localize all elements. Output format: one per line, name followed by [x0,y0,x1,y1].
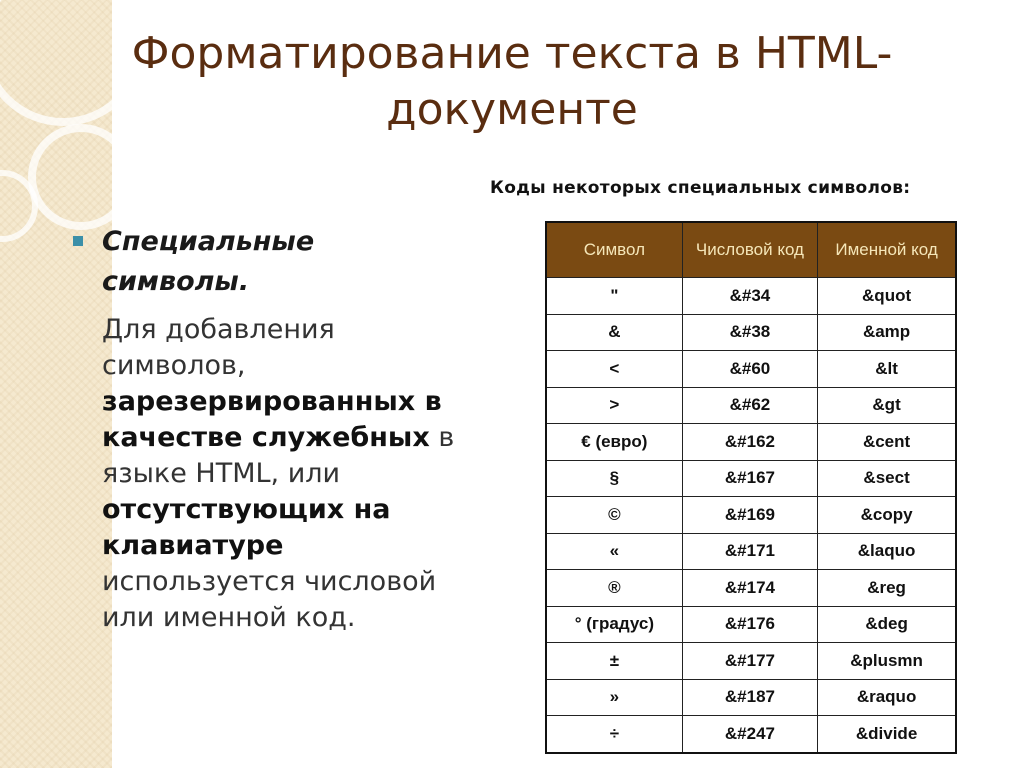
cell-numeric-code: &#187 [682,679,817,716]
decorative-ring-icon [0,0,112,126]
table-row [546,606,956,643]
table-row [546,533,956,570]
table-row [546,424,956,461]
header-named-code: Именной код [818,222,956,278]
cell-named-code: &quot [818,278,956,315]
cell-named-code: &copy [818,497,956,534]
cell-numeric-code: &#60 [682,351,817,388]
cell-symbol: ± [546,643,682,680]
cell-symbol: » [546,679,682,716]
cell-named-code: &cent [818,424,956,461]
paragraph-segment: Для добавления символов, [102,314,335,381]
table-row [546,497,956,534]
cell-named-code: &laquo [818,533,956,570]
paragraph-bold-segment: зарезервированных в качестве служебных [102,386,442,453]
header-numeric-code: Числовой код [682,222,817,278]
table-row [546,278,956,315]
table-row [546,570,956,607]
table-row [546,716,956,753]
cell-named-code: &amp [818,314,956,351]
cell-numeric-code: &#169 [682,497,817,534]
cell-numeric-code: &#62 [682,387,817,424]
cell-symbol: ÷ [546,716,682,753]
cell-numeric-code: &#171 [682,533,817,570]
header-symbol: Символ [546,222,682,278]
table-row [546,679,956,716]
table-row [546,643,956,680]
table-caption: Коды некоторых специальных символов: [490,178,911,198]
table-row [546,387,956,424]
square-bullet-icon [73,236,83,246]
cell-symbol: § [546,460,682,497]
bullet-heading: Специальные символы. [102,226,315,297]
cell-named-code: &raquo [818,679,956,716]
decorative-side-strip [0,0,112,768]
table-row [546,460,956,497]
cell-numeric-code: &#176 [682,606,817,643]
cell-numeric-code: &#162 [682,424,817,461]
cell-symbol: & [546,314,682,351]
cell-symbol: € (евро) [546,424,682,461]
slide-title: Форматирование текста в HTML-документе [131,28,893,135]
cell-numeric-code: &#38 [682,314,817,351]
cell-numeric-code: &#174 [682,570,817,607]
table-row [546,314,956,351]
cell-named-code: &lt [818,351,956,388]
paragraph-segment: в языке HTML, или [102,422,455,489]
cell-named-code: &reg [818,570,956,607]
paragraph-bold-segment: отсутствующих на клавиатуре [102,494,391,561]
cell-symbol: « [546,533,682,570]
table-row [546,351,956,388]
cell-named-code: &deg [818,606,956,643]
cell-symbol: ® [546,570,682,607]
cell-symbol: > [546,387,682,424]
cell-numeric-code: &#247 [682,716,817,753]
cell-symbol: ° (градус) [546,606,682,643]
table-header-row [546,222,956,278]
cell-numeric-code: &#177 [682,643,817,680]
cell-named-code: &plusmn [818,643,956,680]
cell-numeric-code: &#34 [682,278,817,315]
cell-named-code: &divide [818,716,956,753]
decorative-ring-icon [28,124,112,230]
cell-numeric-code: &#167 [682,460,817,497]
cell-named-code: &gt [818,387,956,424]
cell-symbol: < [546,351,682,388]
cell-symbol: " [546,278,682,315]
cell-named-code: &sect [818,460,956,497]
bullet-paragraph [102,312,482,636]
special-symbols-table [545,221,957,754]
paragraph-segment: используется числовой или именной код. [102,566,437,633]
cell-symbol: © [546,497,682,534]
